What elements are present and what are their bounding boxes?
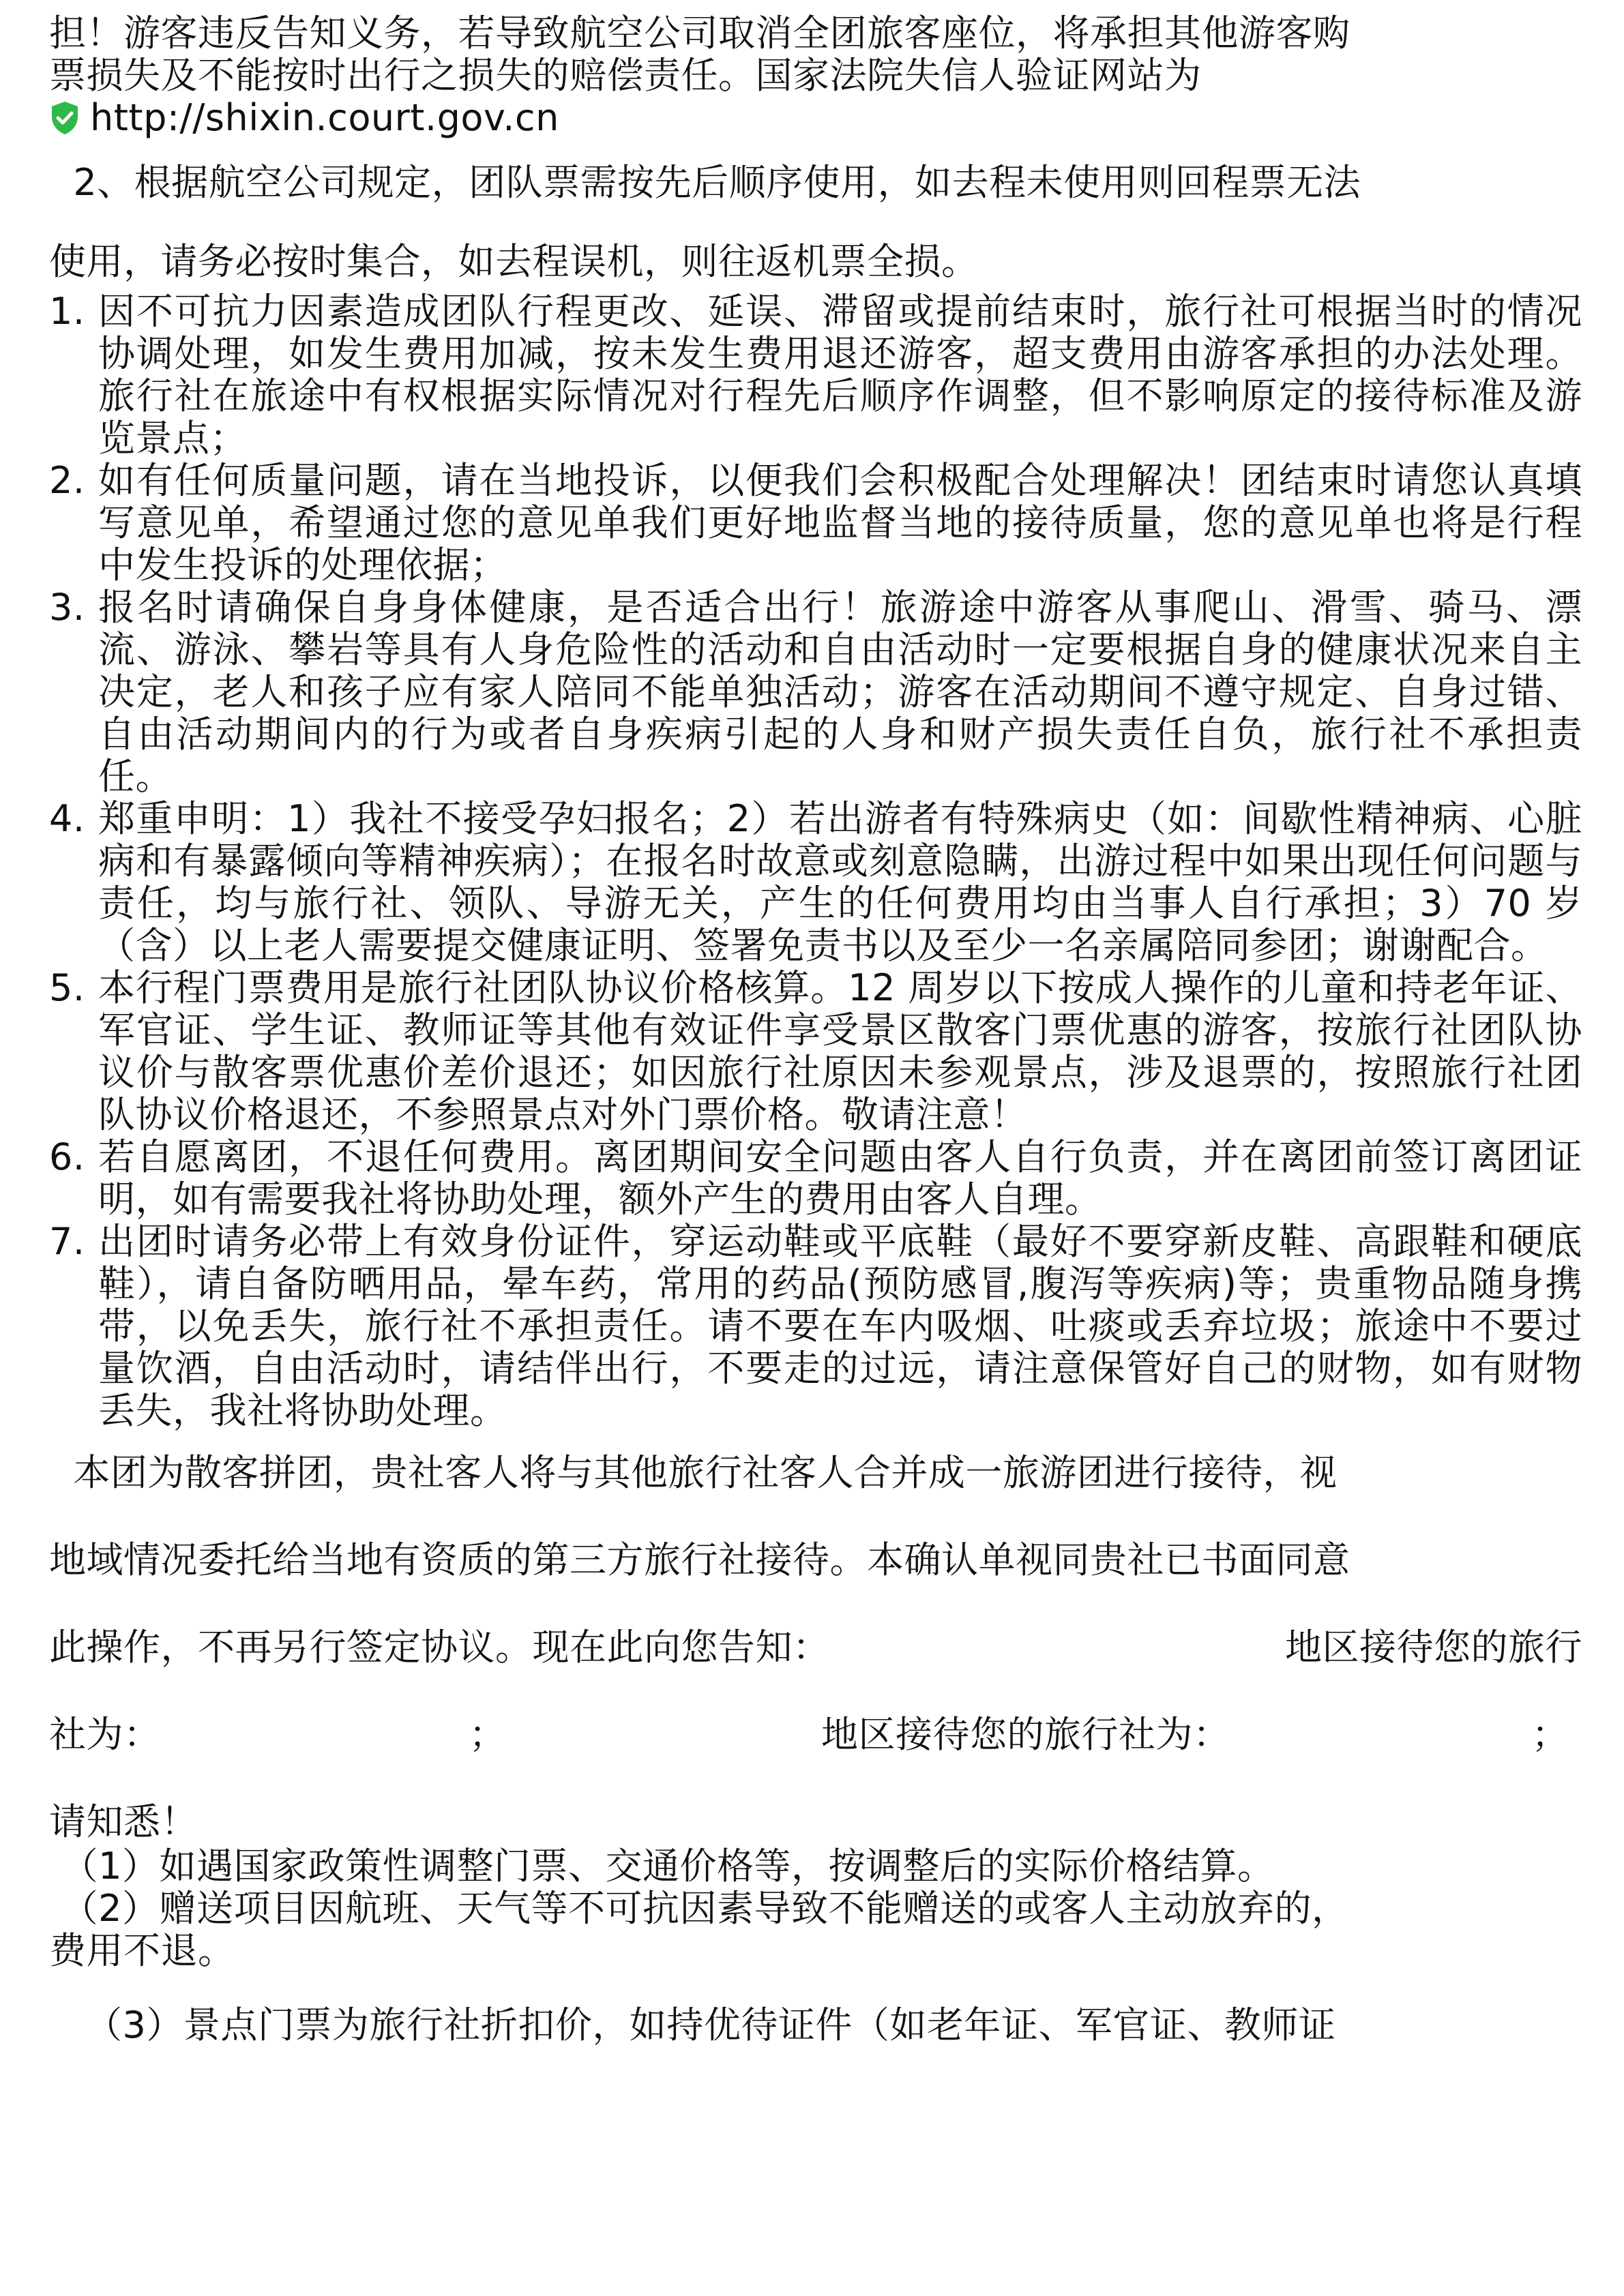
- verification-url-link[interactable]: http://shixin.court.gov.cn: [90, 96, 559, 139]
- note-2-line-1: （2）赠送项目因航班、天气等不可抗因素导致不能赠送的或客人主动放弃的，: [49, 1887, 1349, 1930]
- group-notice-line-2: 地域情况委托给当地有资质的第三方旅行社接待。本确认单视同贵社已书面同意: [49, 1538, 1350, 1581]
- term-number: 7.: [49, 1220, 85, 1263]
- term-number: 4.: [49, 797, 85, 840]
- intro-section: [49, 12, 1582, 139]
- verification-url-line: [49, 97, 1582, 139]
- term-number: 2.: [49, 459, 85, 502]
- notes-section: [49, 1845, 1582, 2069]
- group-notice-line-3: [49, 1604, 1582, 1691]
- note-3: （3）景点门票为旅行社折扣价，如持优待证件（如老年证、军官证、教师证: [49, 2003, 1336, 2046]
- airline-rule-line-2: 使用，请务必按时集合，如去程误机，则往返机票全损。: [49, 240, 979, 283]
- term-text: 若自愿离团，不退任何费用。离团期间安全问题由客人自行负责，并在离团前签订离团证明，如有需要我社将协助处理，额外产生的费用由客人自理。: [98, 1135, 1582, 1221]
- group-notice-line-4: [49, 1691, 1582, 1778]
- shield-check-icon: [49, 100, 80, 136]
- group-notice-line-1: 本团为散客拼团，贵社客人将与其他旅行社客人合并成一旅游团进行接待，视: [49, 1451, 1338, 1494]
- term-text: 报名时请确保自身身体健康，是否适合出行！旅游途中游客从事爬山、滑雪、骑马、漂流、游泳、攀岩等具有人身危险性的活动和自由活动时一定要根据自身的健康状况来自主决定，老人和孩子应有家人陪同不能单独活动；游客在活动期间不遵守规定、自身过错、自由活动期间内的行为或者自身疾病引起的人身和财产损失责任自负，旅行社不承担责任。: [98, 586, 1582, 798]
- term-item-3: [49, 586, 1582, 798]
- term-number: 5.: [49, 966, 85, 1009]
- term-item-1: [49, 290, 1582, 460]
- group-notice-section: [49, 1429, 1582, 1866]
- intro-line-1: 担！游客违反告知义务，若导致航空公司取消全团旅客座位，将承担其他游客购: [49, 12, 1350, 55]
- term-text: 如有任何质量问题，请在当地投诉，以便我们会积极配合处理解决！团结束时请您认真填写意见单，希望通过您的意见单我们更好地监督当地的接待质量，您的意见单也将是行程中发生投诉的处理依据；: [98, 459, 1582, 586]
- term-text: 因不可抗力因素造成团队行程更改、延误、滞留或提前结束时，旅行社可根据当时的情况协调处理，如发生费用加减，按未发生费用退还游客，超支费用由游客承担的办法处理。旅行社在旅途中有权根据实际情况对行程先后顺序作调整，但不影响原定的接待标准及游览景点；: [98, 290, 1582, 460]
- term-number: 1.: [49, 290, 85, 333]
- agency-label-1: 社为：: [49, 1713, 161, 1756]
- agency-separator-1: ；: [469, 1713, 506, 1756]
- document-page: [49, 0, 1582, 2069]
- group-notice-line-3-right: 地区接待您的旅行: [1285, 1626, 1582, 1669]
- group-notice-line-3-left: 此操作，不再另行签定协议。现在此向您告知：: [49, 1626, 830, 1669]
- term-item-2: [49, 460, 1582, 586]
- intro-line-2: 票损失及不能按时出行之损失的赔偿责任。国家法院失信人验证网站为: [49, 54, 1202, 97]
- term-text: 本行程门票费用是旅行社团队协议价格核算。12 周岁以下按成人操作的儿童和持老年证、军官证、学生证、教师证等其他有效证件享受景区散客门票优惠的游客，按旅行社团队协议价与散客票优惠价差价退还；如因旅行社原因未参观景点，涉及退票的，按照旅行社团队协议价格退还，不参照景点对外门票价格。敬请注意！: [98, 966, 1582, 1136]
- term-text: 出团时请务必带上有效身份证件，穿运动鞋或平底鞋（最好不要穿新皮鞋、高跟鞋和硬底鞋），请自备防晒用品，晕车药，常用的药品(预防感冒,腹泻等疾病)等；贵重物品随身携带，以免丢失，旅行社不承担责任。请不要在车内吸烟、吐痰或丢弃垃圾；旅途中不要过量饮酒，自由活动时，请结伴出行，不要走的过远，请注意保管好自己的财物，如有财物丢失，我社将协助处理。: [98, 1220, 1582, 1432]
- note-2-line-2: 费用不退。: [49, 1929, 235, 1972]
- agency-separator-2: ；: [1531, 1713, 1569, 1756]
- term-item-4: [49, 798, 1582, 967]
- airline-rule-section: [49, 139, 1582, 305]
- term-number: 6.: [49, 1135, 85, 1178]
- group-notice-line-5: 请知悉！: [49, 1800, 198, 1843]
- term-number: 3.: [49, 586, 85, 629]
- note-1: （1）如遇国家政策性调整门票、交通价格等，按调整后的实际价格结算。: [49, 1845, 1275, 1888]
- agency-label-2: 地区接待您的旅行社为：: [821, 1713, 1230, 1756]
- term-item-7: [49, 1221, 1582, 1432]
- term-item-5: [49, 967, 1582, 1136]
- airline-rule-line-1: 2、根据航空公司规定，团队票需按先后顺序使用，如去程未使用则回程票无法: [49, 161, 1361, 204]
- terms-list: [49, 290, 1582, 1432]
- term-text: 郑重申明：1）我社不接受孕妇报名；2）若出游者有特殊病史（如：间歇性精神病、心脏病和有暴露倾向等精神疾病）；在报名时故意或刻意隐瞒，出游过程中如果出现任何问题与责任，均与旅行社、领队、导游无关，产生的任何费用均由当事人自行承担；3）70 岁（含）以上老人需要提交健康证明、签署免责书以及至少一名亲属陪同参团；谢谢配合。: [98, 797, 1582, 967]
- term-item-6: [49, 1136, 1582, 1221]
